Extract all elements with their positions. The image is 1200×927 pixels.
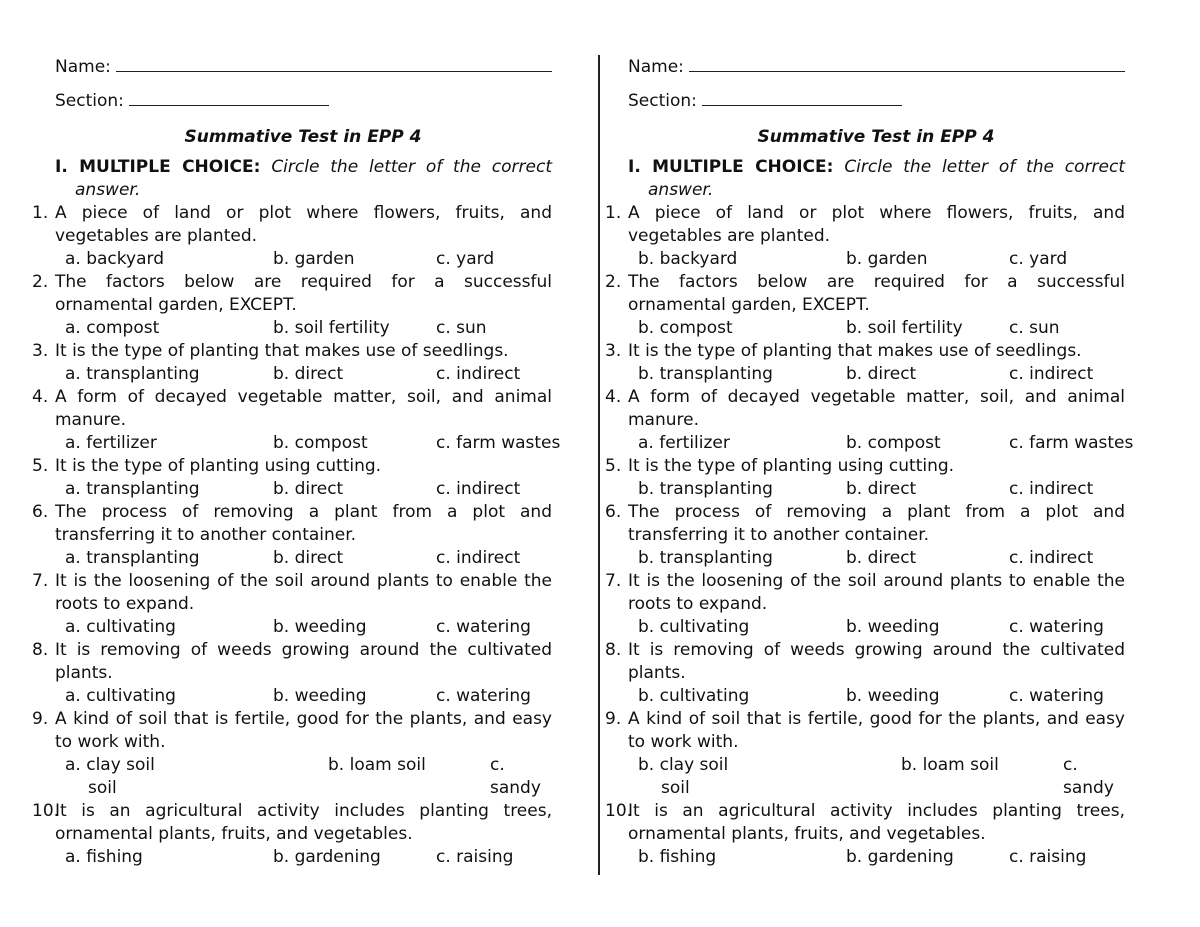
choice-c[interactable]: c. farm wastes	[1009, 433, 1134, 453]
section-label: Section:	[55, 91, 124, 111]
choice-c[interactable]: c. indirect	[436, 479, 521, 499]
question-number: 6.	[32, 502, 49, 522]
choices-row	[32, 547, 552, 570]
choice-b[interactable]: b. direct	[273, 479, 344, 499]
instruction-heading: I. MULTIPLE CHOICE:	[628, 157, 834, 177]
question-item	[605, 202, 1125, 248]
choices-row	[605, 846, 1125, 869]
question-item	[32, 570, 552, 616]
choice-b[interactable]: b. weeding	[846, 617, 940, 637]
choices-row	[605, 432, 1134, 455]
choice-b[interactable]: b. direct	[273, 364, 344, 384]
question-number: 5.	[605, 456, 622, 476]
choice-b[interactable]: b. loam soil	[328, 755, 426, 775]
question-text: A form of decayed vegetable matter, soil, and animal manure.	[55, 387, 552, 430]
choices-row	[605, 616, 1125, 639]
choice-b[interactable]: b. garden	[273, 249, 355, 269]
choices-row	[32, 248, 552, 271]
choices-row	[32, 846, 552, 869]
question-item	[32, 708, 552, 754]
question-text: A kind of soil that is fertile, good for the plants, and easy to work with.	[628, 709, 1125, 752]
choice-b[interactable]: b. gardening	[846, 847, 954, 867]
choice-b[interactable]: b. direct	[273, 548, 344, 568]
question-text: It is removing of weeds growing around the cultivated plants.	[628, 640, 1125, 683]
section-field	[605, 86, 1125, 120]
choice-c[interactable]: c. watering	[436, 686, 531, 706]
choice-a[interactable]: b. backyard	[638, 249, 738, 269]
question-text: The factors below are required for a successful ornamental garden, EXCEPT.	[628, 272, 1125, 315]
choice-b[interactable]: b. soil fertility	[846, 318, 963, 338]
question-text: It is the type of planting that makes use of seedlings.	[628, 341, 1082, 361]
question-item	[32, 271, 552, 317]
choice-b[interactable]: b. garden	[846, 249, 928, 269]
choice-a[interactable]: a. cultivating	[65, 617, 176, 637]
choice-a[interactable]: a. fertilizer	[65, 433, 157, 453]
question-number: 4.	[32, 387, 49, 407]
instructions	[605, 156, 1125, 202]
choice-a[interactable]: a. fertilizer	[638, 433, 730, 453]
question-text: It is the loosening of the soil around plants to enable the roots to expand.	[55, 571, 552, 614]
question-number: 7.	[32, 571, 49, 591]
choice-b[interactable]: b. loam soil	[901, 755, 999, 775]
question-list	[32, 202, 561, 869]
choice-c[interactable]: c. yard	[436, 249, 495, 269]
question-item	[605, 340, 1125, 363]
choice-a[interactable]: a. backyard	[65, 249, 164, 269]
question-number: 10.	[32, 801, 60, 821]
choice-b[interactable]: b. weeding	[846, 686, 940, 706]
question-number: 4.	[605, 387, 622, 407]
choice-b[interactable]: b. compost	[273, 433, 368, 453]
question-number: 5.	[32, 456, 49, 476]
question-number: 8.	[32, 640, 49, 660]
choices-row	[605, 478, 1125, 501]
question-text: It is the type of planting using cutting.	[55, 456, 382, 476]
question-item	[32, 340, 552, 363]
choice-b[interactable]: b. compost	[846, 433, 941, 453]
question-text: It is removing of weeds growing around the cultivated plants.	[55, 640, 552, 683]
choice-a[interactable]: b. transplanting	[638, 479, 773, 499]
choice-a[interactable]: b. cultivating	[638, 686, 750, 706]
question-item	[32, 455, 552, 478]
choices-row	[605, 363, 1125, 386]
choice-a[interactable]: a. cultivating	[65, 686, 176, 706]
question-number: 7.	[605, 571, 622, 591]
choice-b[interactable]: b. direct	[846, 548, 917, 568]
question-number: 2.	[32, 272, 49, 292]
instructions	[32, 156, 552, 202]
question-text: The process of removing a plant from a plot and transferring it to another container.	[628, 502, 1125, 545]
choice-c[interactable]: c. sun	[436, 318, 487, 338]
question-number: 1.	[605, 203, 622, 223]
choice-b[interactable]: b. direct	[846, 364, 917, 384]
choice-c[interactable]: c. indirect	[1009, 364, 1094, 384]
question-text: It is an agricultural activity includes planting trees, ornamental plants, fruits, and vegetables.	[628, 801, 1125, 844]
choice-c[interactable]: c. yard	[1009, 249, 1068, 269]
choice-c-continued: soil	[88, 778, 117, 798]
choice-c[interactable]: c. raising	[1009, 847, 1087, 867]
choices-row	[605, 317, 1125, 340]
choice-a[interactable]: a. transplanting	[65, 479, 200, 499]
question-item	[605, 708, 1125, 754]
choice-c[interactable]: c. farm wastes	[436, 433, 561, 453]
choice-a[interactable]: a. clay soil	[65, 755, 155, 775]
test-title: Summative Test in EPP 4	[757, 127, 995, 147]
section-field	[32, 86, 552, 120]
question-text: A piece of land or plot where flowers, fruits, and vegetables are planted.	[55, 203, 552, 246]
choice-c[interactable]: c. watering	[436, 617, 531, 637]
choices-row	[32, 363, 552, 386]
question-text: It is the loosening of the soil around plants to enable the roots to expand.	[628, 571, 1125, 614]
question-item	[32, 800, 552, 846]
choices-row	[32, 685, 552, 708]
choice-c[interactable]: c. indirect	[1009, 548, 1094, 568]
choices-row	[605, 754, 1125, 800]
choice-a[interactable]: a. fishing	[65, 847, 143, 867]
choices-row	[32, 616, 552, 639]
name-label: Name:	[628, 57, 684, 77]
choice-b[interactable]: b. direct	[846, 479, 917, 499]
choice-c[interactable]: c. indirect	[436, 364, 521, 384]
choice-a[interactable]: a. transplanting	[65, 364, 200, 384]
section-blank[interactable]	[702, 86, 902, 106]
name-label: Name:	[55, 57, 111, 77]
choice-c[interactable]: c. indirect	[1009, 479, 1094, 499]
question-number: 3.	[605, 341, 622, 361]
instruction-text: Circle the letter of the correct answer.	[648, 157, 1126, 200]
section-blank[interactable]	[129, 86, 329, 106]
question-number: 10.	[605, 801, 633, 821]
question-text: A piece of land or plot where flowers, fruits, and vegetables are planted.	[628, 203, 1125, 246]
question-text: The process of removing a plant from a plot and transferring it to another container.	[55, 502, 552, 545]
choice-a[interactable]: b. cultivating	[638, 617, 750, 637]
name-blank[interactable]	[116, 52, 552, 72]
question-text: The factors below are required for a successful ornamental garden, EXCEPT.	[55, 272, 552, 315]
question-item	[32, 501, 552, 547]
question-text: A form of decayed vegetable matter, soil, and animal manure.	[628, 387, 1125, 430]
question-item	[32, 386, 552, 432]
choice-a[interactable]: a. compost	[65, 318, 160, 338]
section-label: Section:	[628, 91, 697, 111]
choices-row	[605, 685, 1125, 708]
question-item	[605, 501, 1125, 547]
choice-c[interactable]: c. indirect	[436, 548, 521, 568]
question-item	[32, 202, 552, 248]
test-sheet-left	[32, 52, 561, 869]
question-number: 9.	[605, 709, 622, 729]
question-item	[605, 386, 1125, 432]
choices-row	[32, 432, 561, 455]
choice-b[interactable]: b. gardening	[273, 847, 381, 867]
question-number: 6.	[605, 502, 622, 522]
choice-a[interactable]: b. transplanting	[638, 548, 773, 568]
name-field	[605, 52, 1125, 86]
choice-a[interactable]: b. fishing	[638, 847, 717, 867]
choice-c-continued: soil	[661, 778, 690, 798]
choice-c[interactable]: c. watering	[1009, 617, 1104, 637]
choice-c[interactable]: c. sun	[1009, 318, 1060, 338]
question-number: 9.	[32, 709, 49, 729]
choice-c[interactable]: c. watering	[1009, 686, 1104, 706]
name-field	[32, 52, 552, 86]
question-list	[605, 202, 1134, 869]
question-item	[605, 271, 1125, 317]
instruction-heading: I. MULTIPLE CHOICE:	[55, 157, 261, 177]
choice-a[interactable]: b. transplanting	[638, 364, 773, 384]
instruction-text: Circle the letter of the correct answer.	[75, 157, 553, 200]
choice-a[interactable]: b. clay soil	[638, 755, 729, 775]
choice-c[interactable]: c. sandy	[1063, 755, 1114, 798]
question-item	[605, 570, 1125, 616]
choice-b[interactable]: b. weeding	[273, 617, 367, 637]
question-item	[32, 639, 552, 685]
choice-b[interactable]: b. soil fertility	[273, 318, 390, 338]
question-number: 1.	[32, 203, 49, 223]
choices-row	[32, 478, 552, 501]
choice-c[interactable]: c. sandy	[490, 755, 541, 798]
question-text: It is the type of planting that makes use of seedlings.	[55, 341, 509, 361]
question-text: A kind of soil that is fertile, good for the plants, and easy to work with.	[55, 709, 552, 752]
question-item	[605, 639, 1125, 685]
choices-row	[32, 754, 552, 800]
choice-b[interactable]: b. weeding	[273, 686, 367, 706]
choice-a[interactable]: b. compost	[638, 318, 733, 338]
question-item	[605, 455, 1125, 478]
question-number: 8.	[605, 640, 622, 660]
choices-row	[605, 248, 1125, 271]
choice-a[interactable]: a. transplanting	[65, 548, 200, 568]
question-number: 3.	[32, 341, 49, 361]
test-title: Summative Test in EPP 4	[184, 127, 422, 147]
choice-c[interactable]: c. raising	[436, 847, 514, 867]
choices-row	[32, 317, 552, 340]
choices-row	[605, 547, 1125, 570]
question-number: 2.	[605, 272, 622, 292]
question-item	[605, 800, 1125, 846]
question-text: It is an agricultural activity includes planting trees, ornamental plants, fruits, and vegetables.	[55, 801, 552, 844]
name-blank[interactable]	[689, 52, 1125, 72]
question-text: It is the type of planting using cutting.	[628, 456, 955, 476]
column-divider	[598, 55, 600, 875]
test-sheet-right	[605, 52, 1134, 869]
